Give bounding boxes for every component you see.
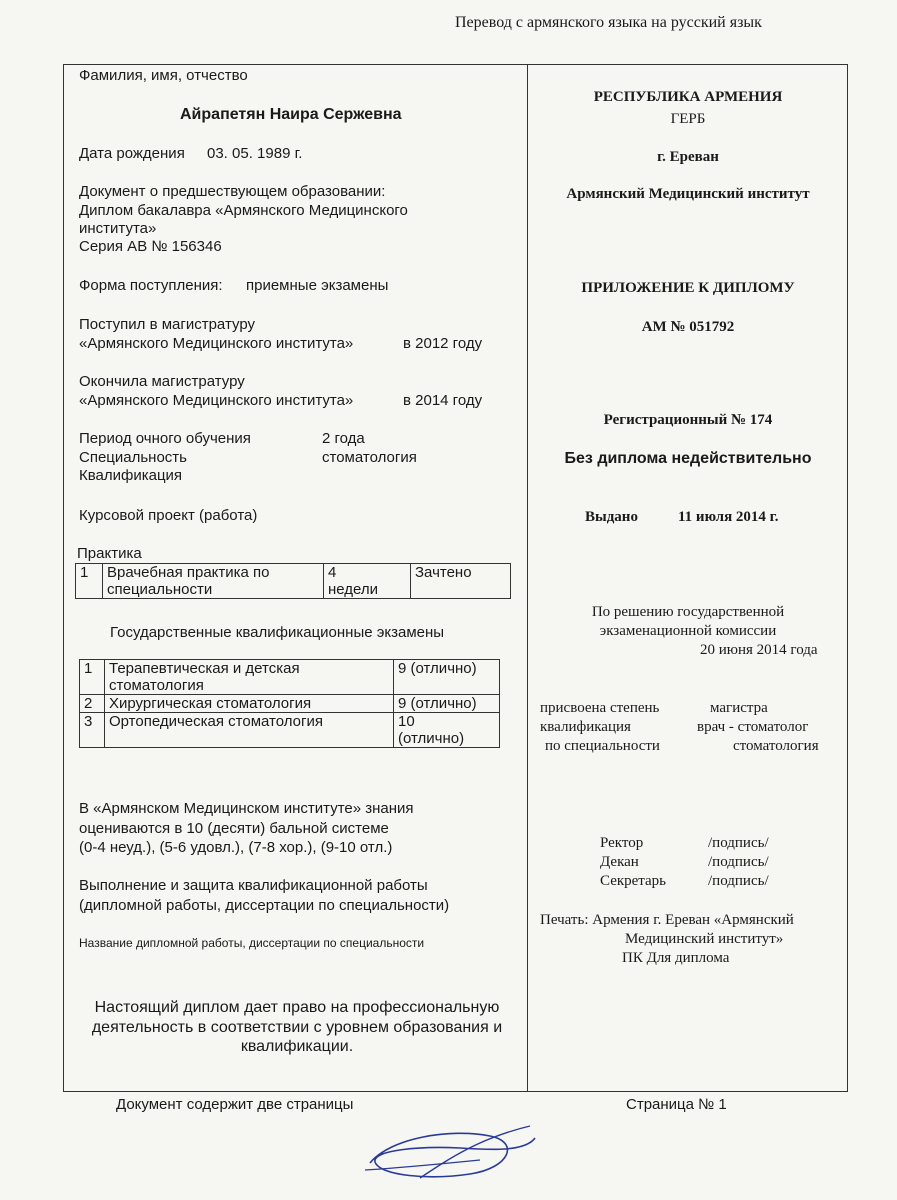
- column-divider: [527, 64, 528, 1092]
- practice-duration-line2: недели: [328, 581, 379, 598]
- defense-line1: Выполнение и защита квалификационной работы: [79, 877, 428, 894]
- admission-label: Форма поступления:: [79, 277, 223, 294]
- entered-line2: «Армянского Медицинского института»: [79, 335, 354, 352]
- grading-line1: В «Армянском Медицинском институте» знания: [79, 800, 414, 817]
- table-row: [80, 660, 500, 695]
- practice-table: [75, 563, 511, 599]
- specialty-label: Специальность: [79, 449, 187, 466]
- period-label: Период очного обучения: [79, 430, 251, 447]
- specialty-value-right: стоматология: [733, 738, 819, 754]
- grading-line2: оцениваются в 10 (десяти) бальной системе: [79, 820, 389, 837]
- exams-title: Государственные квалификационные экзамены: [110, 624, 445, 641]
- decision-line2: экзаменационной комиссии: [599, 623, 777, 639]
- prev-doc-line1: Диплом бакалавра «Армянского Медицинского: [79, 202, 408, 219]
- decision-date: 20 июня 2014 года: [700, 642, 818, 658]
- exam-grade-line1: 10: [398, 713, 415, 730]
- exam-name: [105, 713, 394, 748]
- graduated-year: в 2014 году: [403, 392, 483, 409]
- exam-row-number: 2: [80, 695, 105, 713]
- specialty-value: стоматология: [322, 449, 417, 466]
- period-value: 2 года: [322, 430, 365, 447]
- exam-name-line2: стоматология: [109, 677, 204, 694]
- secretary-label: Секретарь: [600, 873, 667, 889]
- pages-note: Документ содержит две страницы: [116, 1096, 354, 1113]
- practice-label: Практика: [77, 545, 142, 562]
- qualification-value-right: врач - стоматолог: [697, 719, 809, 735]
- diploma-number: АМ № 051792: [641, 319, 735, 335]
- degree-value: магистра: [710, 700, 768, 716]
- page-number: Страница № 1: [626, 1096, 727, 1113]
- seal-line3: ПК Для диплома: [622, 950, 730, 966]
- secretary-signature: /подпись/: [708, 873, 769, 889]
- handwritten-signature: [360, 1118, 540, 1190]
- exam-grade-line1: 9 (отлично): [398, 695, 477, 712]
- degree-label: присвоена степень: [540, 700, 660, 716]
- exam-name: [105, 660, 394, 695]
- exam-name-line1: Ортопедическая стоматология: [109, 713, 323, 730]
- seal-line1: Печать: Армения г. Ереван «Армянский: [540, 912, 794, 928]
- exam-grade: [394, 695, 500, 713]
- prev-doc-line2: института»: [79, 220, 157, 237]
- practice-name-line2: специальности: [107, 581, 213, 598]
- city: г. Ереван: [657, 149, 719, 165]
- prev-doc-label: Документ о предшествующем образовании:: [79, 183, 386, 200]
- table-row: [80, 695, 500, 713]
- prev-doc-series: Серия АВ № 156346: [79, 238, 222, 255]
- translation-note: Перевод с армянского языка на русский язык: [455, 14, 762, 31]
- issued-date: 11 июля 2014 г.: [678, 509, 779, 525]
- practice-duration-line1: 4: [328, 564, 337, 581]
- rector-label: Ректор: [600, 835, 644, 851]
- full-name: Айрапетян Наира Сержевна: [180, 106, 402, 123]
- qualification-label-right: квалификация: [540, 719, 631, 735]
- appendix-title: ПРИЛОЖЕНИЕ К ДИПЛОМУ: [581, 280, 795, 296]
- fio-label: Фамилия, имя, отчество: [79, 67, 248, 84]
- exam-grade-line1: 9 (отлично): [398, 660, 477, 677]
- defense-line2: (дипломной работы, диссертации по специальности): [79, 897, 450, 914]
- admission-value: приемные экзамены: [246, 277, 389, 294]
- grading-line3: (0-4 неуд.), (5-6 удовл.), (7-8 хор.), (9-10 отл.): [79, 839, 393, 856]
- thesis-title-label: Название дипломной работы, диссертации по специальности: [79, 936, 425, 950]
- institute-name: Армянский Медицинский институт: [566, 186, 810, 202]
- exam-name: [105, 695, 394, 713]
- dob-value: 03. 05. 1989 г.: [207, 145, 303, 162]
- exam-grade: [394, 660, 500, 695]
- emblem-placeholder: ГЕРБ: [670, 111, 706, 127]
- exam-grade: [394, 713, 500, 748]
- dean-signature: /подпись/: [708, 854, 769, 870]
- entered-year: в 2012 году: [403, 335, 483, 352]
- table-row: [76, 564, 511, 599]
- practice-name: [103, 564, 324, 599]
- republic-title: РЕСПУБЛИКА АРМЕНИЯ: [593, 89, 783, 105]
- coursework-label: Курсовой проект (работа): [79, 507, 258, 524]
- entered-line1: Поступил в магистратуру: [79, 316, 255, 333]
- exams-table: [79, 659, 500, 748]
- rights-line1: Настоящий диплом дает право на профессиональную: [94, 999, 500, 1016]
- graduated-line2: «Армянского Медицинского института»: [79, 392, 354, 409]
- dob-label: Дата рождения: [79, 145, 185, 162]
- issued-label: Выдано: [585, 509, 638, 525]
- exam-name-line1: Терапевтическая и детская: [109, 660, 300, 677]
- rector-signature: /подпись/: [708, 835, 769, 851]
- exam-grade-line2: (отлично): [398, 730, 465, 747]
- dean-label: Декан: [600, 854, 639, 870]
- practice-duration: [324, 564, 411, 599]
- table-row: [80, 713, 500, 748]
- practice-name-line1: Врачебная практика по: [107, 564, 270, 581]
- graduated-line1: Окончила магистратуру: [79, 373, 245, 390]
- rights-line2: деятельность в соответствии с уровнем образования и: [91, 1019, 503, 1036]
- rights-line3: квалификации.: [240, 1038, 354, 1055]
- exam-row-number: 1: [80, 660, 105, 695]
- practice-row-number: 1: [76, 564, 103, 599]
- decision-line1: По решению государственной: [591, 604, 785, 620]
- invalid-note: Без диплома недействительно: [564, 450, 812, 467]
- exam-row-number: 3: [80, 713, 105, 748]
- specialty-label-right: по специальности: [545, 738, 660, 754]
- qualification-label: Квалификация: [79, 467, 183, 484]
- exam-name-line1: Хирургическая стоматология: [109, 695, 312, 712]
- practice-result: Зачтено: [411, 564, 511, 599]
- seal-line2: Медицинский институт»: [625, 931, 784, 947]
- registration-number: Регистрационный № 174: [603, 412, 773, 428]
